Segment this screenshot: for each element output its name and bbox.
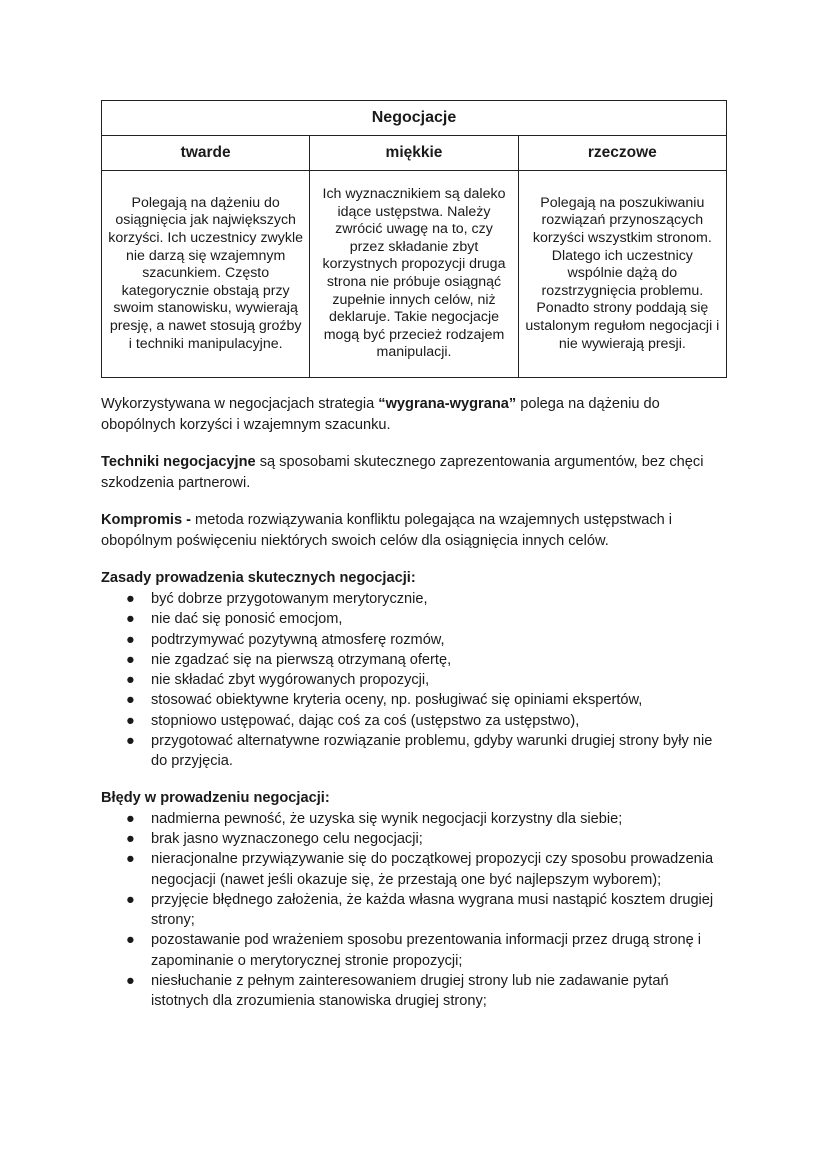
rules-heading: Zasady prowadzenia skutecznych negocjacji: — [101, 570, 416, 586]
bullet-icon: ● — [126, 591, 135, 607]
bullet-icon: ● — [126, 851, 135, 868]
bullet-icon: ● — [126, 712, 135, 729]
bullet-icon: ● — [126, 810, 135, 827]
cell-principled-description: Polegają na poszukiwaniu rozwiązań przynoszących korzyści wszystkim stronom. Dlatego ich uczestnicy wspólnie dążą do rozstrzygnięcia problemu. Ponadto strony poddają się ustalonym regułom negocjacji i nie wywierają presji. — [518, 171, 726, 378]
list-item: ● pozostawanie pod wrażeniem sposobu prezentowania informacji przez drugą stronę i zapominanie o merytorycznej stronie propozycji; — [126, 932, 702, 969]
bullet-icon: ● — [126, 973, 135, 990]
cell-soft-description: Ich wyznacznikiem są daleko idące ustępstwa. Należy zwrócić uwagę na to, czy przez składanie zbyt korzystnych propozycji druga strona nie próbuje osiągnąć zupełnie innych celów, niż deklaruje. Takie negocjacje mogą być przecież rodzajem manipulacji. — [310, 171, 518, 378]
list-item: ● być dobrze przygotowanym merytorycznie, — [101, 589, 727, 609]
bullet-icon: ● — [126, 631, 135, 648]
list-item: ● podtrzymywać pozytywną atmosferę rozmów, — [101, 630, 727, 650]
bullet-icon: ● — [126, 891, 135, 908]
bullet-icon: ● — [126, 651, 135, 668]
bullet-icon: ● — [126, 611, 135, 628]
errors-heading: Błędy w prowadzeniu negocjacji: — [101, 789, 330, 806]
column-header-hard: twarde — [102, 136, 310, 171]
techniques-term: Techniki negocjacyjne — [101, 454, 256, 470]
compromise-definition: metoda rozwiązywania konfliktu polegająca na wzajemnych ustępstwach i obopólnym poświęceniu niektórych swoich celów dla osiągnięcia innych celów. — [101, 512, 673, 549]
list-item: ● nie składać zbyt wygórowanych propozycji, — [101, 670, 727, 690]
errors-list — [101, 809, 727, 1012]
compromise-term: Kompromis - — [101, 512, 191, 528]
bullet-icon: ● — [126, 932, 135, 949]
list-item: ● przygotować alternatywne rozwiązanie problemu, gdyby warunki drugiej strony były nie do przyjęcia. — [126, 733, 713, 770]
strategy-text-before: Wykorzystywana w negocjacjach strategia — [101, 396, 379, 412]
list-item: ● brak jasno wyznaczonego celu negocjacji; — [101, 829, 727, 849]
list-item: ● nadmierna pewność, że uzyska się wynik negocjacji korzystny dla siebie; — [101, 809, 727, 829]
document-page — [101, 100, 727, 1012]
bullet-icon: ● — [126, 672, 135, 689]
list-item: ● nieracjonalne przywiązywanie się do początkowej propozycji czy sposobu prowadzenia negocjacji (nawet jeśli okazuje się, że przestają one być najlepszym wyborem); — [126, 851, 714, 888]
techniques-definition: są sposobami skutecznego zaprezentowania argumentów, bez chęci szkodzenia partnerowi. — [101, 454, 704, 491]
list-item: ● stopniowo ustępować, dając coś za coś (ustępstwo za ustępstwo), — [101, 711, 727, 731]
techniques-paragraph — [101, 452, 727, 494]
strategy-term: “wygrana-wygrana” — [378, 396, 517, 412]
column-header-soft: miękkie — [310, 136, 518, 171]
list-item: ● niesłuchanie z pełnym zainteresowaniem drugiej strony lub nie zadawanie pytań istotnych dla zrozumienia stanowiska drugiej strony; — [126, 973, 669, 1010]
compromise-paragraph — [101, 510, 727, 552]
bullet-icon: ● — [126, 692, 135, 709]
strategy-paragraph — [101, 394, 727, 436]
table-title: Negocjacje — [102, 101, 727, 136]
list-item: ● przyjęcie błędnego założenia, że każda własna wygrana musi nastąpić kosztem drugiej strony; — [126, 891, 714, 929]
list-item: ● stosować obiektywne kryteria oceny, np. posługiwać się opiniami ekspertów, — [101, 690, 727, 710]
strategy-text-after: polega na dążeniu do obopólnych korzyści i wzajemnym szacunku. — [101, 396, 660, 433]
cell-hard-description: Polegają na dążeniu do osiągnięcia jak największych korzyści. Ich uczestnicy zwykle nie darzą się wzajemnym szacunkiem. Często kategorycznie obstają przy swoim stanowisku, wywierają presję, a nawet stosują groźby i techniki manipulacyjne. — [102, 171, 310, 378]
list-item: ● nie dać się ponosić emocjom, — [101, 609, 727, 629]
bullet-icon: ● — [126, 830, 135, 847]
column-header-principled: rzeczowe — [518, 136, 726, 171]
list-item: ● nie zgadzać się na pierwszą otrzymaną ofertę, — [101, 650, 727, 670]
negotiation-types-table — [101, 100, 727, 378]
bullet-icon: ● — [126, 733, 135, 750]
rules-list — [101, 589, 727, 772]
